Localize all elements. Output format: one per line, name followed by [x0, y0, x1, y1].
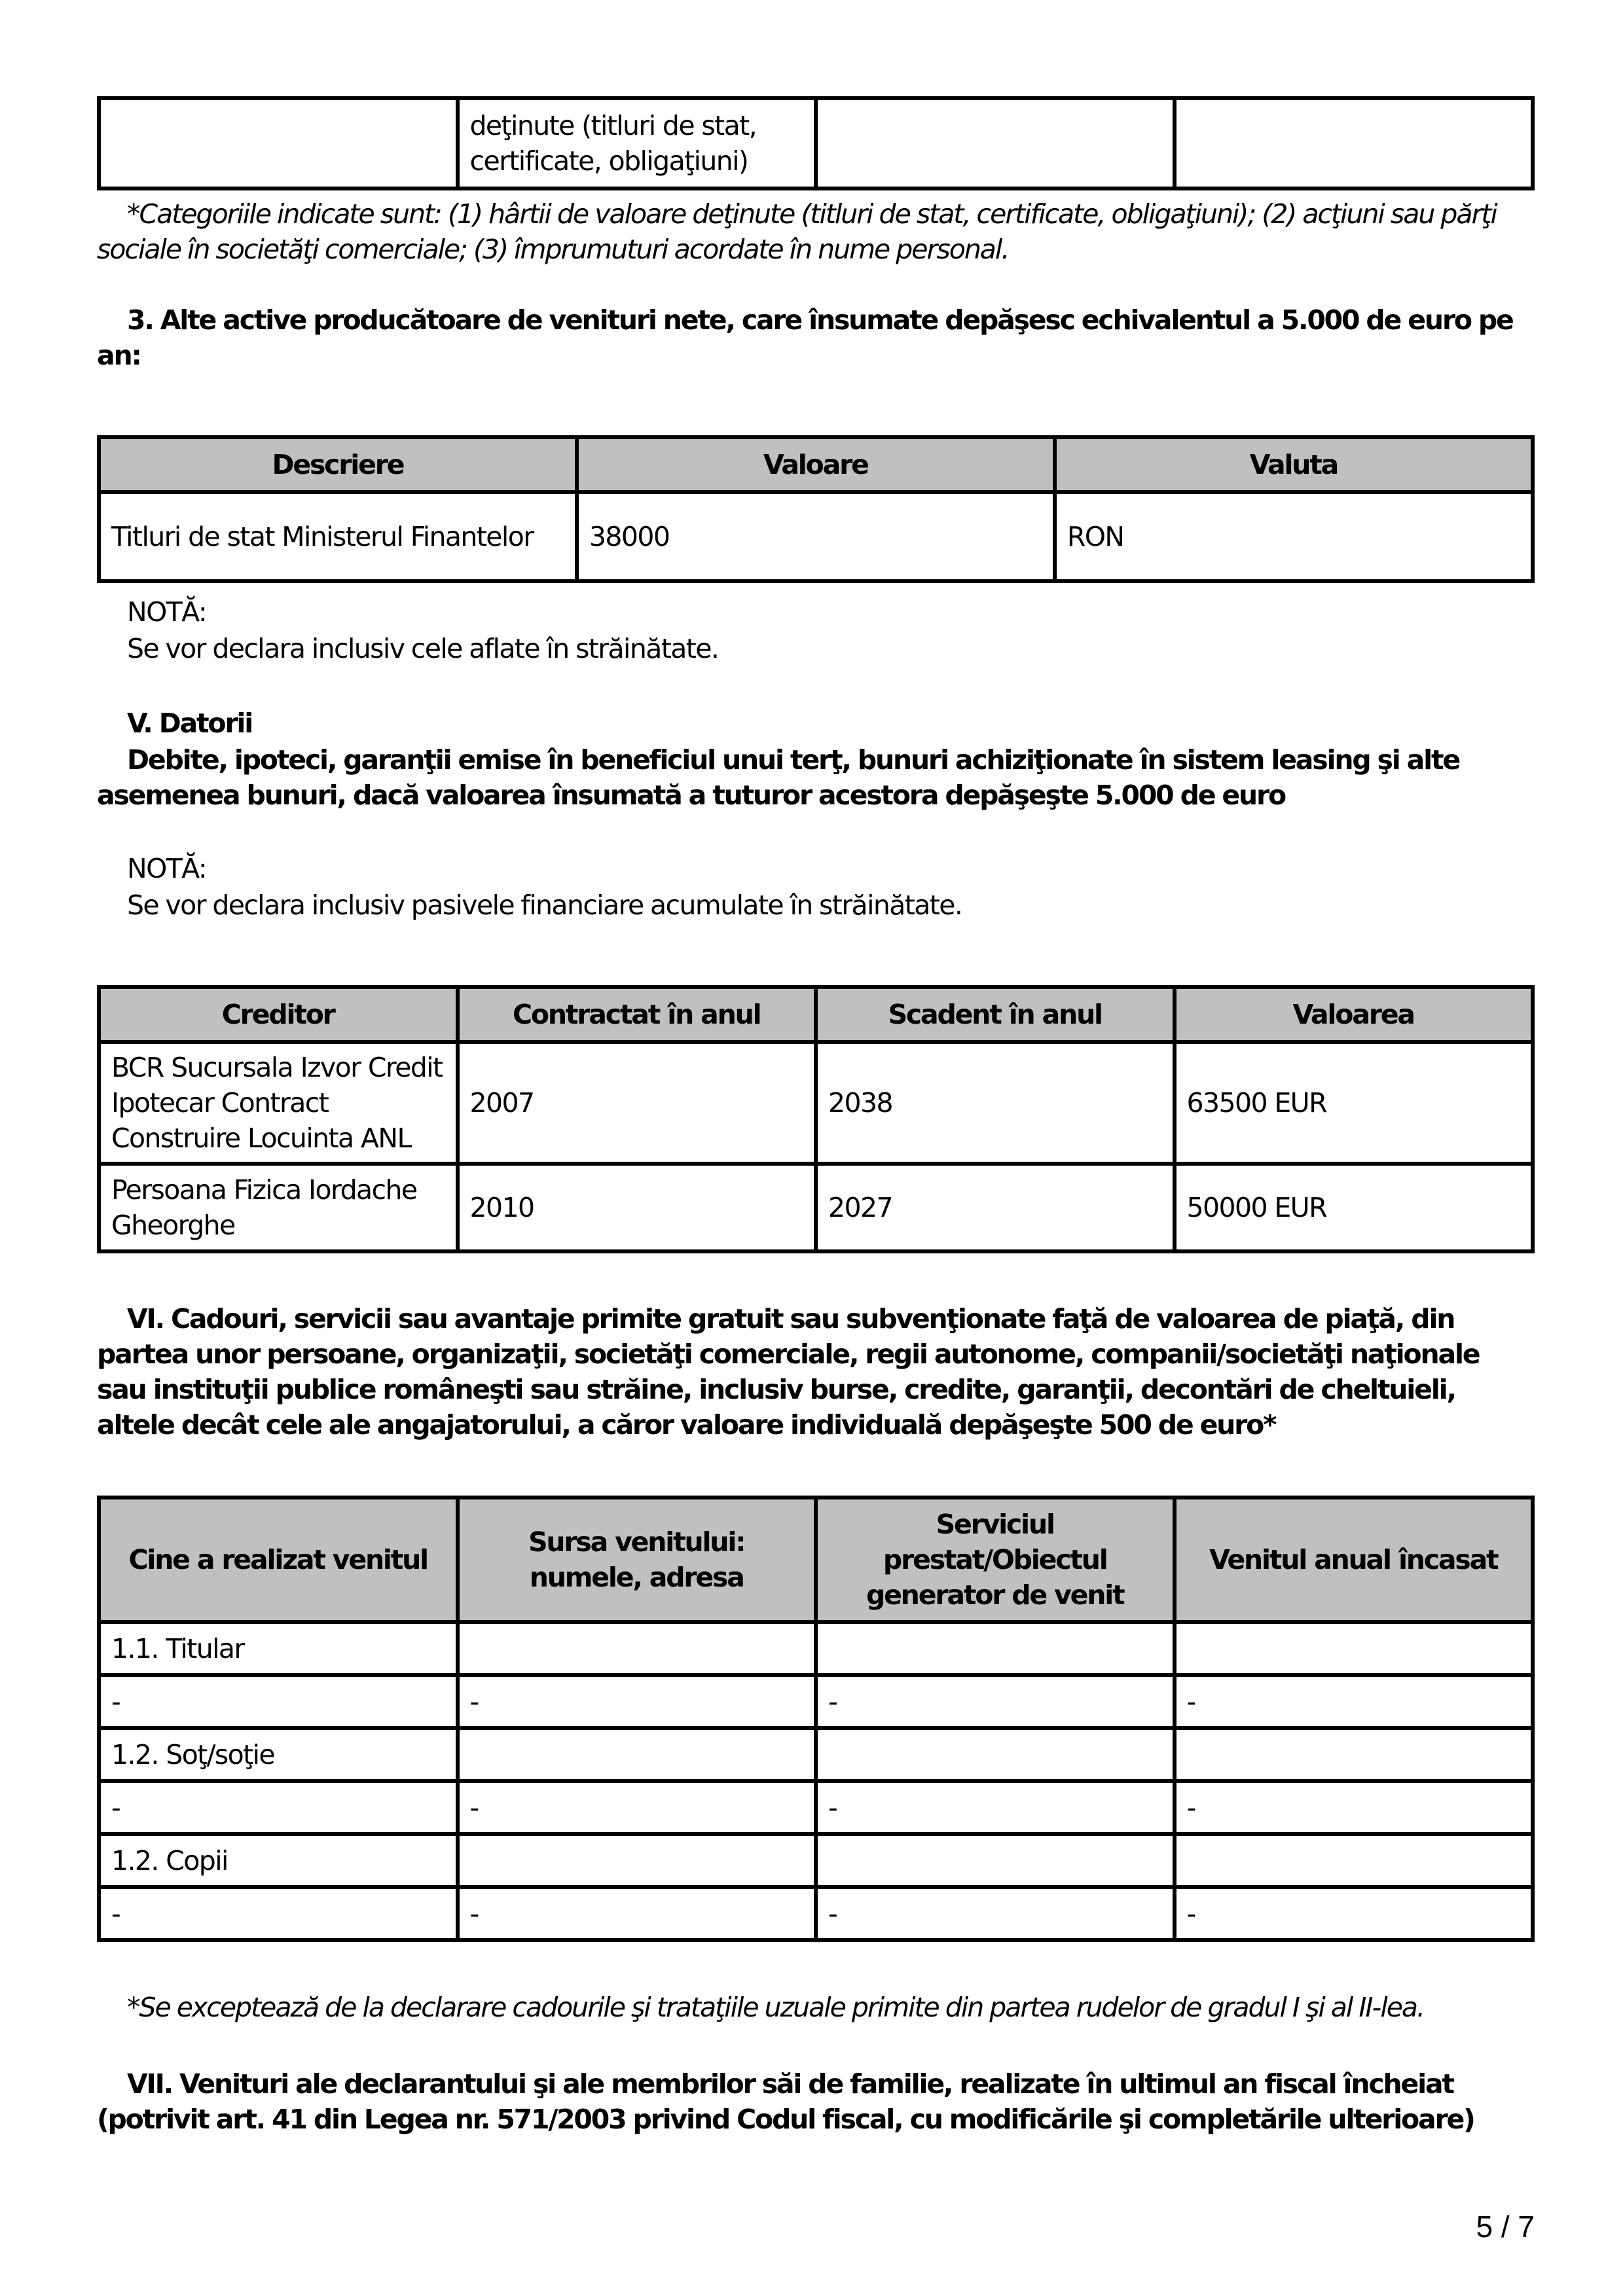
table-cell: - [99, 1887, 458, 1940]
table-cell: 2027 [816, 1164, 1175, 1251]
table-cell: Titluri de stat Ministerul Finantelor [99, 492, 577, 581]
table-cell: 1.1. Titular [99, 1622, 458, 1675]
table-row [99, 1622, 1533, 1675]
table-cell [458, 1834, 816, 1887]
page-number: 5 / 7 [1476, 2210, 1535, 2244]
note-label: NOTĂ: [127, 853, 207, 884]
table-cell [458, 1728, 816, 1781]
table-cell [816, 98, 1175, 188]
note-text: Se vor declara inclusiv cele aflate în străinătate. [127, 633, 719, 664]
table-cell: - [816, 1675, 1175, 1728]
table-row [99, 1728, 1533, 1781]
column-header: Valoarea [1175, 987, 1533, 1042]
table-cell: 2010 [458, 1164, 816, 1251]
securities-table-continuation [97, 96, 1535, 190]
table-cell: 1.2. Soţ/soţie [99, 1728, 458, 1781]
table-cell: - [1175, 1887, 1533, 1940]
table-cell [1175, 98, 1533, 188]
column-header: Sursa venitului: numele, adresa [458, 1498, 816, 1622]
table-cell: - [816, 1887, 1175, 1940]
table-cell [1175, 1834, 1533, 1887]
column-header: Creditor [99, 987, 458, 1042]
table-header-row [99, 1498, 1533, 1622]
table-cell [816, 1728, 1175, 1781]
table-cell: - [816, 1781, 1175, 1834]
table-row [99, 1834, 1533, 1887]
table-cell [816, 1622, 1175, 1675]
table-cell: BCR Sucursala Izvor Credit Ipotecar Contract Construire Locuinta ANL [99, 1042, 458, 1164]
table-cell: deţinute (titluri de stat, certificate, obligaţiuni) [458, 98, 816, 188]
debts-table [97, 985, 1535, 1253]
section-vii-heading: VII. Venituri ale declarantului şi ale membrilor săi de familie, realizate în ultimul an fiscal încheiat (potrivit art. 41 din Legea nr. 571/2003 privind Codul fiscal, cu modificările şi completările ulterioare) [97, 2068, 1474, 2135]
table-row [99, 1042, 1533, 1164]
column-header: Serviciul prestat/Obiectul generator de venit [816, 1498, 1175, 1622]
table-cell [1175, 1622, 1533, 1675]
table-row [99, 1887, 1533, 1940]
table-cell: - [99, 1781, 458, 1834]
table-cell: - [458, 1887, 816, 1940]
gifts-table [97, 1496, 1535, 1942]
table-row [99, 1164, 1533, 1251]
table-cell: 1.2. Copii [99, 1834, 458, 1887]
table-cell: 38000 [577, 492, 1055, 581]
table-cell [458, 1622, 816, 1675]
section-v-description: Debite, ipoteci, garanţii emise în beneficiul unui terţ, bunuri achiziţionate în sistem leasing şi alte asemenea bunuri, dacă valoarea însumată a tuturor acestora depăşeşte 5.000 de euro [97, 744, 1460, 811]
gifts-footnote: *Se exceptează de la declarare cadourile şi trataţiile uzuale primite din partea rudelor de gradul I şi al II-lea. [127, 1992, 1425, 2023]
table-cell [1175, 1728, 1533, 1781]
column-header: Descriere [99, 437, 577, 492]
table-row [99, 98, 1533, 188]
table-row [99, 1675, 1533, 1728]
table-header-row [99, 987, 1533, 1042]
table-header-row [99, 437, 1533, 492]
column-header: Valuta [1055, 437, 1533, 492]
table-cell: - [99, 1675, 458, 1728]
table-row [99, 492, 1533, 581]
table-cell: - [458, 1781, 816, 1834]
table-cell [99, 98, 458, 188]
table-cell: - [1175, 1675, 1533, 1728]
column-header: Scadent în anul [816, 987, 1175, 1042]
table-cell: - [458, 1675, 816, 1728]
table-cell: Persoana Fizica Iordache Gheorghe [99, 1164, 458, 1251]
column-header: Contractat în anul [458, 987, 816, 1042]
column-header: Venitul anual încasat [1175, 1498, 1533, 1622]
table-cell: 50000 EUR [1175, 1164, 1533, 1251]
column-header: Cine a realizat venitul [99, 1498, 458, 1622]
table-cell: 2007 [458, 1042, 816, 1164]
table-cell: 63500 EUR [1175, 1042, 1533, 1164]
section-3-heading: 3. Alte active producătoare de venituri nete, care însumate depăşesc echivalentul a 5.000 de euro pe an: [97, 304, 1513, 371]
table-cell: - [1175, 1781, 1533, 1834]
other-assets-table [97, 435, 1535, 583]
note-label: NOTĂ: [127, 596, 207, 628]
section-vi-heading: VI. Cadouri, servicii sau avantaje primite gratuit sau subvenţionate faţă de valoarea de piaţă, din partea unor persoane, organizaţii, societăţi comerciale, regii autonome, companii/societăţi naţionale sau instituţii publice româneşti sau străine, inclusiv burse, credite, garanţii, decontări de cheltuieli, altele decât cele ale angajatorului, a căror valoare individuală depăşeşte 500 de euro* [97, 1303, 1480, 1441]
table-cell: 2038 [816, 1042, 1175, 1164]
table-cell [816, 1834, 1175, 1887]
column-header: Valoare [577, 437, 1055, 492]
table-cell: RON [1055, 492, 1533, 581]
categories-footnote: *Categoriile indicate sunt: (1) hârtii de valoare deţinute (titluri de stat, certificate, obligaţiuni); (2) acţiuni sau părţi sociale în societăţi comerciale; (3) împrumuturi acordate în nume personal. [97, 198, 1497, 265]
section-v-title: V. Datorii [127, 708, 253, 739]
table-row [99, 1781, 1533, 1834]
note-text: Se vor declara inclusiv pasivele financiare acumulate în străinătate. [127, 889, 962, 921]
